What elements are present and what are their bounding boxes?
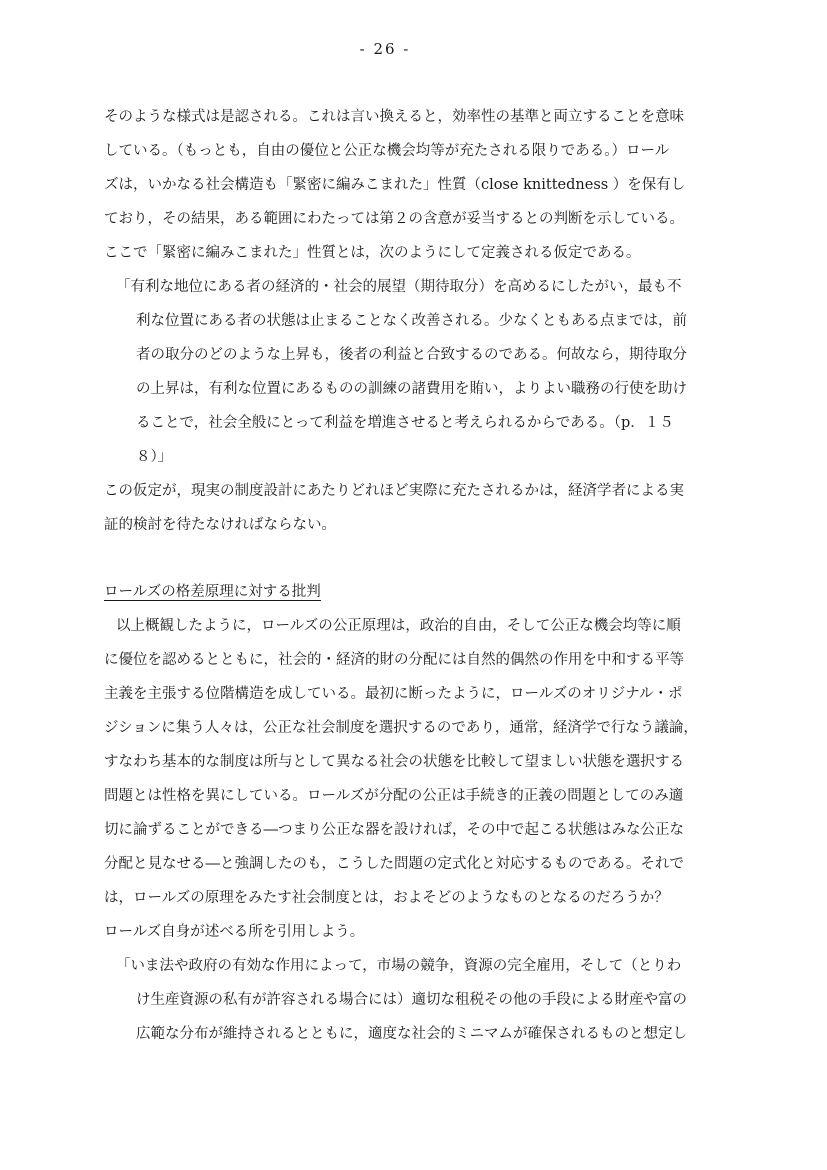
body-line: ロールズ自身が述べる所を引用しよう。 xyxy=(104,924,365,940)
body-line: ジションに集う人々は，公正な社会制度を選択するのであり，通常，経済学で行なう議論， xyxy=(104,720,698,736)
body-line: 問題とは性格を異にしている。ロールズが分配の公正は手続き的正義の問題としてのみ適 xyxy=(104,788,684,804)
body-line: 証的検討を待たなければならない。 xyxy=(104,517,336,533)
page-number: - 26 - xyxy=(359,40,411,58)
quote-line: 「いま法や政府の有効な作用によって，市場の競争，資源の完全雇用，そして（とりわ xyxy=(116,958,682,974)
section1-text xyxy=(104,107,724,549)
quote-line: ８）」 xyxy=(136,449,173,465)
section2-quote xyxy=(104,956,724,1058)
section-heading xyxy=(104,582,724,616)
body-line: している。（もっとも，自由の優位と公正な機会均等が充たされる限りである。）ロール xyxy=(104,143,670,159)
body-line: は，ロールズの原理をみたす社会制度とは，およそどのようなものとなるのだろうか？ xyxy=(104,890,669,906)
body-line: この仮定が，現実の制度設計にあたりどれほど実際に充たされるかは，経済学者による実 xyxy=(104,483,684,499)
body-line: に優位を認めるとともに，社会的・経済的財の分配には自然的偶然の作用を中和する平等 xyxy=(104,652,684,668)
quote-line: ることで，社会全般にとって利益を増進させると考えられるからである。（p．１５ xyxy=(136,415,674,431)
section2-text xyxy=(104,582,724,956)
section-heading-text: ロールズの格差原理に対する批判 xyxy=(104,584,321,600)
quote-line: け生産資源の私有が許容される場合には）適切な租税その他の手段による財産や富の xyxy=(136,992,687,1008)
body-line: 以上概観したように，ロールズの公正原理は，政治的自由，そして公正な機会均等に順 xyxy=(116,618,681,634)
quote-line: 「有利な地位にある者の経済的・社会的展望（期待取分）を高めるにしたがい，最も不 xyxy=(116,279,682,295)
body-line: ズは，いかなる社会構造も「緊密に編みこまれた」性質（close knittedness ）を保有し xyxy=(104,177,686,193)
body-line: そのような様式は是認される。これは言い換えると，効率性の基準と両立することを意味 xyxy=(104,109,684,125)
body-line: 分配と見なせる―と強調したのも，こうした問題の定式化と対応するものである。それで xyxy=(104,856,684,872)
quote-line: 者の取分のどのような上昇も，後者の利益と合致するのである。何故なら，期待取分 xyxy=(136,347,687,363)
body-line: ここで「緊密に編みこまれた」性質とは，次のようにして定義される仮定である。 xyxy=(104,245,641,261)
body-line: ており，その結果，ある範囲にわたっては第２の含意が妥当するとの判断を示している。 xyxy=(104,211,684,227)
quote-line: の上昇は，有利な位置にあるものの訓練の諸費用を賄い，よりよい職務の行使を助け xyxy=(136,381,687,397)
body-line: 切に論ずることができる―つまり公正な器を設ければ，その中で起こる状態はみな公正な xyxy=(104,822,684,838)
body-line: すなわち基本的な制度は所与として異なる社会の状態を比較して望ましい状態を選択する xyxy=(104,754,684,770)
body-line: 主義を主張する位階構造を成している。最初に断ったように，ロールズのオリジナル・ポ xyxy=(104,686,683,702)
quote-line: 広範な分布が維持されるとともに，適度な社会的ミニマムが確保されるものと想定し xyxy=(136,1026,687,1042)
quote-line: 利な位置にある者の状態は止まることなく改善される。少なくともある点までは，前 xyxy=(136,313,687,329)
